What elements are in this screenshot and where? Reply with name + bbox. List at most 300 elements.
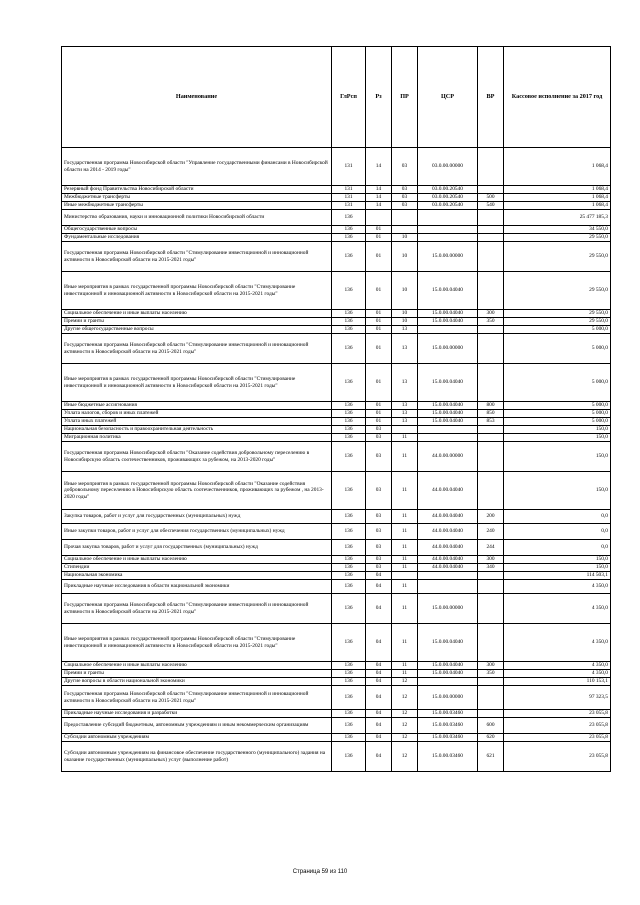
row-pr: 11 (392, 540, 418, 556)
row-vr: 500 (478, 194, 504, 202)
row-vr: 340 (478, 564, 504, 572)
page-number: Страница 59 из 110 (292, 869, 348, 875)
row-csr: 15.0.00.04040 (418, 624, 478, 662)
row-sum: 1 068,4 (504, 194, 611, 202)
row-rz: 03 (366, 472, 392, 510)
row-glrsp: 131 (332, 194, 366, 202)
row-rz: 03 (366, 510, 392, 524)
table-row (62, 594, 611, 624)
table-header-row (62, 47, 611, 148)
table-row (62, 734, 611, 742)
row-csr: 15.0.00.00000 (418, 686, 478, 710)
row-vr: 300 (478, 310, 504, 318)
row-glrsp: 136 (332, 662, 366, 670)
table-row (62, 662, 611, 670)
row-glrsp: 136 (332, 226, 366, 234)
row-name: Государственная программа Новосибирской области "Стимулирование инвестиционной и инновационной активности в Новосибирской области на 2015-2021 годы" (62, 334, 332, 364)
table-row (62, 202, 611, 210)
row-name: Иные мероприятия в рамках государственной программы Новосибирской области "Стимулирование инвестиционной и инновационной активности в Новосибирской области на 2015-2021 годы" (62, 364, 332, 402)
table-row (62, 742, 611, 772)
row-csr: 15.0.00.00000 (418, 594, 478, 624)
row-glrsp: 136 (332, 426, 366, 434)
row-csr (418, 234, 478, 242)
row-vr (478, 686, 504, 710)
row-glrsp: 136 (332, 556, 366, 564)
row-sum: 29 550,0 (504, 234, 611, 242)
row-name: Национальная экономика (62, 572, 332, 580)
table-row (62, 426, 611, 434)
row-sum: 23 055,8 (504, 734, 611, 742)
row-csr (418, 210, 478, 226)
row-rz: 01 (366, 242, 392, 272)
table-row (62, 710, 611, 718)
row-name: Прикладные научные исследования в области национальной экономики (62, 580, 332, 594)
table-row (62, 226, 611, 234)
row-name: Субсидии автономным учреждениям (62, 734, 332, 742)
row-rz: 03 (366, 524, 392, 540)
header-sum: Кассовое исполнение за 2017 год (504, 47, 611, 148)
row-rz: 04 (366, 710, 392, 718)
row-rz: 01 (366, 226, 392, 234)
row-rz: 04 (366, 624, 392, 662)
row-vr: 620 (478, 734, 504, 742)
row-vr (478, 210, 504, 226)
row-rz: 14 (366, 148, 392, 186)
row-pr: 11 (392, 580, 418, 594)
row-pr: 13 (392, 402, 418, 410)
row-sum: 5 000,0 (504, 326, 611, 334)
row-csr: 15.0.00.00000 (418, 242, 478, 272)
row-vr (478, 710, 504, 718)
row-glrsp: 136 (332, 242, 366, 272)
row-pr (392, 226, 418, 234)
row-pr: 10 (392, 272, 418, 310)
row-csr: 44.0.00.04040 (418, 564, 478, 572)
row-glrsp: 136 (332, 572, 366, 580)
row-vr: 200 (478, 510, 504, 524)
table-row (62, 194, 611, 202)
row-csr: 15.0.00.04040 (418, 364, 478, 402)
row-name: Резервный фонд Правительства Новосибирской области (62, 186, 332, 194)
row-vr: 621 (478, 742, 504, 772)
row-glrsp: 136 (332, 624, 366, 662)
row-name: Прочая закупка товаров, работ и услуг для государственных (муниципальных) нужд (62, 540, 332, 556)
row-pr: 10 (392, 234, 418, 242)
row-csr: 44.0.00.04040 (418, 472, 478, 510)
table-row (62, 434, 611, 442)
table-row (62, 210, 611, 226)
row-pr: 11 (392, 564, 418, 572)
row-sum: 4 350,0 (504, 594, 611, 624)
row-sum: 4 350,0 (504, 580, 611, 594)
row-name: Другие вопросы в области национальной экономики (62, 678, 332, 686)
row-glrsp: 136 (332, 472, 366, 510)
row-glrsp: 131 (332, 148, 366, 186)
row-name: Иные мероприятия в рамках государственной программы Новосибирской области "Стимулирование инвестиционной и инновационной активности в Новосибирской области на 2015-2021 годы" (62, 624, 332, 662)
row-vr: 300 (478, 556, 504, 564)
row-sum: 5 000,0 (504, 410, 611, 418)
row-glrsp: 136 (332, 272, 366, 310)
row-pr: 13 (392, 364, 418, 402)
row-sum: 5 000,0 (504, 364, 611, 402)
row-rz: 03 (366, 442, 392, 472)
table-row (62, 234, 611, 242)
row-vr: 800 (478, 402, 504, 410)
row-pr: 12 (392, 742, 418, 772)
row-vr (478, 148, 504, 186)
row-rz: 14 (366, 194, 392, 202)
row-csr: 15.0.00.04040 (418, 418, 478, 426)
row-sum: 0,0 (504, 510, 611, 524)
row-csr: 44.0.00.04040 (418, 540, 478, 556)
row-pr: 11 (392, 556, 418, 564)
row-csr: 15.0.00.03460 (418, 718, 478, 734)
row-csr: 15.0.00.03460 (418, 742, 478, 772)
budget-execution-table (61, 46, 611, 772)
row-vr: 350 (478, 670, 504, 678)
row-csr (418, 326, 478, 334)
row-pr: 12 (392, 686, 418, 710)
row-csr (418, 572, 478, 580)
row-pr: 13 (392, 334, 418, 364)
row-sum: 29 550,0 (504, 310, 611, 318)
row-sum: 29 550,0 (504, 318, 611, 326)
row-vr (478, 272, 504, 310)
row-vr (478, 572, 504, 580)
row-csr: 44.0.00.04040 (418, 556, 478, 564)
row-name: Уплата налогов, сборов и иных платежей (62, 410, 332, 418)
table-row (62, 326, 611, 334)
row-rz: 04 (366, 662, 392, 670)
row-vr (478, 226, 504, 234)
row-rz: 04 (366, 742, 392, 772)
table-row (62, 556, 611, 564)
row-rz: 04 (366, 594, 392, 624)
row-sum: 150,0 (504, 442, 611, 472)
row-name: Иные мероприятия в рамках государственной программы Новосибирской области "Стимулирование инвестиционной и инновационной активности в Новосибирской области на 2015-2021 годы" (62, 272, 332, 310)
row-csr: 15.0.00.04040 (418, 318, 478, 326)
row-vr (478, 594, 504, 624)
row-vr: 540 (478, 202, 504, 210)
row-glrsp: 136 (332, 580, 366, 594)
row-glrsp: 136 (332, 442, 366, 472)
row-sum: 25 477 185,3 (504, 210, 611, 226)
row-csr (418, 426, 478, 434)
row-csr: 44.0.00.04040 (418, 524, 478, 540)
row-glrsp: 136 (332, 318, 366, 326)
row-glrsp: 136 (332, 710, 366, 718)
row-glrsp: 136 (332, 670, 366, 678)
row-vr: 600 (478, 718, 504, 734)
row-glrsp: 136 (332, 742, 366, 772)
row-glrsp: 136 (332, 718, 366, 734)
row-csr (418, 434, 478, 442)
row-vr (478, 334, 504, 364)
row-glrsp: 131 (332, 186, 366, 194)
row-rz: 04 (366, 572, 392, 580)
row-vr: 240 (478, 524, 504, 540)
row-name: Иные бюджетные ассигнования (62, 402, 332, 410)
row-sum: 4 350,0 (504, 624, 611, 662)
table-row (62, 540, 611, 556)
row-vr (478, 426, 504, 434)
row-csr: 44.0.00.00000 (418, 442, 478, 472)
row-name: Социальное обеспечение и иные выплаты населению (62, 556, 332, 564)
row-sum: 150,0 (504, 564, 611, 572)
row-csr (418, 226, 478, 234)
row-rz: 01 (366, 364, 392, 402)
row-sum: 29 550,0 (504, 272, 611, 310)
row-name: Предоставление субсидий бюджетным, автономным учреждениям и иным некоммерческим организациям (62, 718, 332, 734)
table-row (62, 442, 611, 472)
row-rz: 01 (366, 310, 392, 318)
row-sum: 150,0 (504, 556, 611, 564)
row-vr: 350 (478, 318, 504, 326)
row-name: Министерство образования, науки и инновационной политики Новосибирской области (62, 210, 332, 226)
row-sum: 34 550,0 (504, 226, 611, 234)
row-csr: 03.0.00.00000 (418, 148, 478, 186)
row-sum: 110 153,1 (504, 678, 611, 686)
row-rz: 03 (366, 426, 392, 434)
row-name: Премии и гранты (62, 670, 332, 678)
row-glrsp: 136 (332, 402, 366, 410)
row-sum: 29 550,0 (504, 242, 611, 272)
row-rz: 01 (366, 318, 392, 326)
row-pr: 11 (392, 594, 418, 624)
row-rz: 04 (366, 686, 392, 710)
row-csr: 15.0.00.00000 (418, 334, 478, 364)
table-row (62, 402, 611, 410)
row-rz: 03 (366, 564, 392, 572)
row-name: Государственная программа Новосибирской области "Стимулирование инвестиционной и инновационной активности в Новосибирской области на 2015-2021 годы" (62, 594, 332, 624)
row-csr: 44.0.00.04040 (418, 510, 478, 524)
table-row (62, 334, 611, 364)
row-pr (392, 426, 418, 434)
table-row (62, 678, 611, 686)
row-name: Другие общегосударственные вопросы (62, 326, 332, 334)
row-glrsp: 136 (332, 540, 366, 556)
table-body (62, 148, 611, 772)
row-sum: 0,0 (504, 524, 611, 540)
row-sum: 150,0 (504, 426, 611, 434)
header-csr: ЦСР (418, 47, 478, 148)
row-csr: 03.0.00.20540 (418, 194, 478, 202)
row-name: Общегосударственные вопросы (62, 226, 332, 234)
row-name: Прикладные научные исследования и разработки (62, 710, 332, 718)
table-row (62, 242, 611, 272)
row-sum: 4 350,0 (504, 670, 611, 678)
row-sum: 97 323,5 (504, 686, 611, 710)
row-sum: 1 068,4 (504, 186, 611, 194)
row-vr (478, 624, 504, 662)
row-csr: 15.0.00.04040 (418, 310, 478, 318)
row-csr: 15.0.00.04040 (418, 662, 478, 670)
table-row (62, 524, 611, 540)
row-rz: 01 (366, 272, 392, 310)
row-glrsp: 136 (332, 364, 366, 402)
row-name: Государственная программа Новосибирской области "Стимулирование инвестиционной и инновационной активности в Новосибирской области на 2015-2021 годы" (62, 242, 332, 272)
table-row (62, 580, 611, 594)
row-vr: 850 (478, 410, 504, 418)
row-sum: 23 055,8 (504, 742, 611, 772)
row-sum: 1 068,4 (504, 148, 611, 186)
row-name: Миграционная политика (62, 434, 332, 442)
row-vr (478, 678, 504, 686)
row-pr: 11 (392, 524, 418, 540)
row-glrsp: 136 (332, 418, 366, 426)
row-name: Иные закупки товаров, работ и услуг для обеспечения государственных (муниципальных) нужд (62, 524, 332, 540)
row-rz: 01 (366, 418, 392, 426)
row-pr (392, 210, 418, 226)
row-csr (418, 580, 478, 594)
row-rz: 04 (366, 734, 392, 742)
table-row (62, 670, 611, 678)
row-glrsp: 136 (332, 678, 366, 686)
row-vr (478, 186, 504, 194)
row-sum: 5 000,0 (504, 334, 611, 364)
row-csr: 15.0.00.04040 (418, 272, 478, 310)
row-sum: 23 055,8 (504, 710, 611, 718)
header-pr: ПР (392, 47, 418, 148)
row-rz: 04 (366, 678, 392, 686)
table-row (62, 472, 611, 510)
table-row (62, 564, 611, 572)
row-vr: 853 (478, 418, 504, 426)
row-rz: 04 (366, 580, 392, 594)
header-rz: Рз (366, 47, 392, 148)
row-vr (478, 364, 504, 402)
row-glrsp: 136 (332, 564, 366, 572)
header-vr: ВР (478, 47, 504, 148)
row-sum: 4 350,0 (504, 662, 611, 670)
row-rz: 03 (366, 556, 392, 564)
table-row (62, 624, 611, 662)
table-row (62, 310, 611, 318)
row-rz: 04 (366, 670, 392, 678)
row-name: Государственная программа Новосибирской области "Оказание содействия добровольному переселению в Новосибирскую область соотечественников, проживающих за рубежом, на 2013-2020 годы" (62, 442, 332, 472)
row-name: Иные мероприятия в рамках государственной программы Новосибирской области "Оказание содействия добровольному переселению в Новосибирскую область соотечественников, проживающих за рубежом , на 2013-2020 годы" (62, 472, 332, 510)
row-name: Национальная безопасность и правоохранительная деятельность (62, 426, 332, 434)
row-pr: 12 (392, 678, 418, 686)
row-pr: 03 (392, 186, 418, 194)
row-sum: 150,0 (504, 472, 611, 510)
row-pr: 11 (392, 434, 418, 442)
table-row (62, 272, 611, 310)
table-row (62, 718, 611, 734)
row-name: Межбюджетные трансферты (62, 194, 332, 202)
row-rz: 01 (366, 402, 392, 410)
row-pr: 03 (392, 202, 418, 210)
header-glrsp: ГлРсп (332, 47, 366, 148)
row-vr (478, 434, 504, 442)
table-row (62, 364, 611, 402)
row-vr: 244 (478, 540, 504, 556)
table-row (62, 686, 611, 710)
row-pr: 11 (392, 670, 418, 678)
row-vr (478, 472, 504, 510)
row-rz: 01 (366, 410, 392, 418)
row-name: Уплата иных платежей (62, 418, 332, 426)
row-pr: 13 (392, 418, 418, 426)
row-name: Стипендии (62, 564, 332, 572)
table-row (62, 186, 611, 194)
row-pr: 10 (392, 242, 418, 272)
row-pr: 11 (392, 624, 418, 662)
row-name: Государственная программа Новосибирской области "Управление государственными финансами в Новосибирской области на 2014 - 2019 годы" (62, 148, 332, 186)
row-name: Субсидии автономным учреждениям на финансовое обеспечение государственного (муниципального) задания на оказание государственных (муниципальных) услуг (выполнение работ) (62, 742, 332, 772)
row-name: Социальное обеспечение и иные выплаты населению (62, 662, 332, 670)
row-glrsp: 136 (332, 594, 366, 624)
row-csr: 15.0.00.04040 (418, 402, 478, 410)
row-sum: 150,0 (504, 434, 611, 442)
row-vr (478, 326, 504, 334)
row-glrsp: 136 (332, 434, 366, 442)
row-rz: 03 (366, 540, 392, 556)
row-pr: 11 (392, 472, 418, 510)
row-glrsp: 136 (332, 326, 366, 334)
row-csr: 03.0.00.20540 (418, 186, 478, 194)
row-name: Государственная программа Новосибирской области "Стимулирование инвестиционной и инновационной активности в Новосибирской области на 2015-2021 годы" (62, 686, 332, 710)
table-row (62, 418, 611, 426)
row-pr: 03 (392, 194, 418, 202)
row-glrsp: 136 (332, 510, 366, 524)
row-pr: 10 (392, 310, 418, 318)
row-rz: 14 (366, 202, 392, 210)
row-name: Премии и гранты (62, 318, 332, 326)
row-pr: 12 (392, 718, 418, 734)
row-rz: 03 (366, 434, 392, 442)
row-rz: 01 (366, 334, 392, 364)
row-csr: 03.0.00.20540 (418, 202, 478, 210)
row-pr: 13 (392, 410, 418, 418)
row-csr: 15.0.00.03460 (418, 710, 478, 718)
row-glrsp: 136 (332, 734, 366, 742)
row-vr: 300 (478, 662, 504, 670)
row-pr (392, 572, 418, 580)
table-row (62, 572, 611, 580)
row-csr: 15.0.00.04040 (418, 410, 478, 418)
row-csr: 15.0.00.03460 (418, 734, 478, 742)
row-vr (478, 580, 504, 594)
header-name: Наименование (62, 47, 332, 148)
row-sum: 1 068,4 (504, 202, 611, 210)
row-sum: 0,0 (504, 540, 611, 556)
row-vr (478, 442, 504, 472)
row-csr: 15.0.00.04040 (418, 670, 478, 678)
row-vr (478, 234, 504, 242)
row-pr: 11 (392, 662, 418, 670)
table-row (62, 148, 611, 186)
row-pr: 12 (392, 710, 418, 718)
row-vr (478, 242, 504, 272)
row-pr: 11 (392, 442, 418, 472)
row-name: Социальное обеспечение и иные выплаты населению (62, 310, 332, 318)
row-pr: 11 (392, 510, 418, 524)
row-rz: 01 (366, 234, 392, 242)
row-glrsp: 131 (332, 202, 366, 210)
row-rz: 01 (366, 326, 392, 334)
row-glrsp: 136 (332, 410, 366, 418)
table-row (62, 410, 611, 418)
row-rz: 14 (366, 186, 392, 194)
row-rz: 04 (366, 718, 392, 734)
row-glrsp: 136 (332, 310, 366, 318)
row-glrsp: 136 (332, 334, 366, 364)
row-name: Закупка товаров, работ и услуг для государственных (муниципальных) нужд (62, 510, 332, 524)
row-sum: 23 055,8 (504, 718, 611, 734)
row-glrsp: 136 (332, 210, 366, 226)
row-rz (366, 210, 392, 226)
